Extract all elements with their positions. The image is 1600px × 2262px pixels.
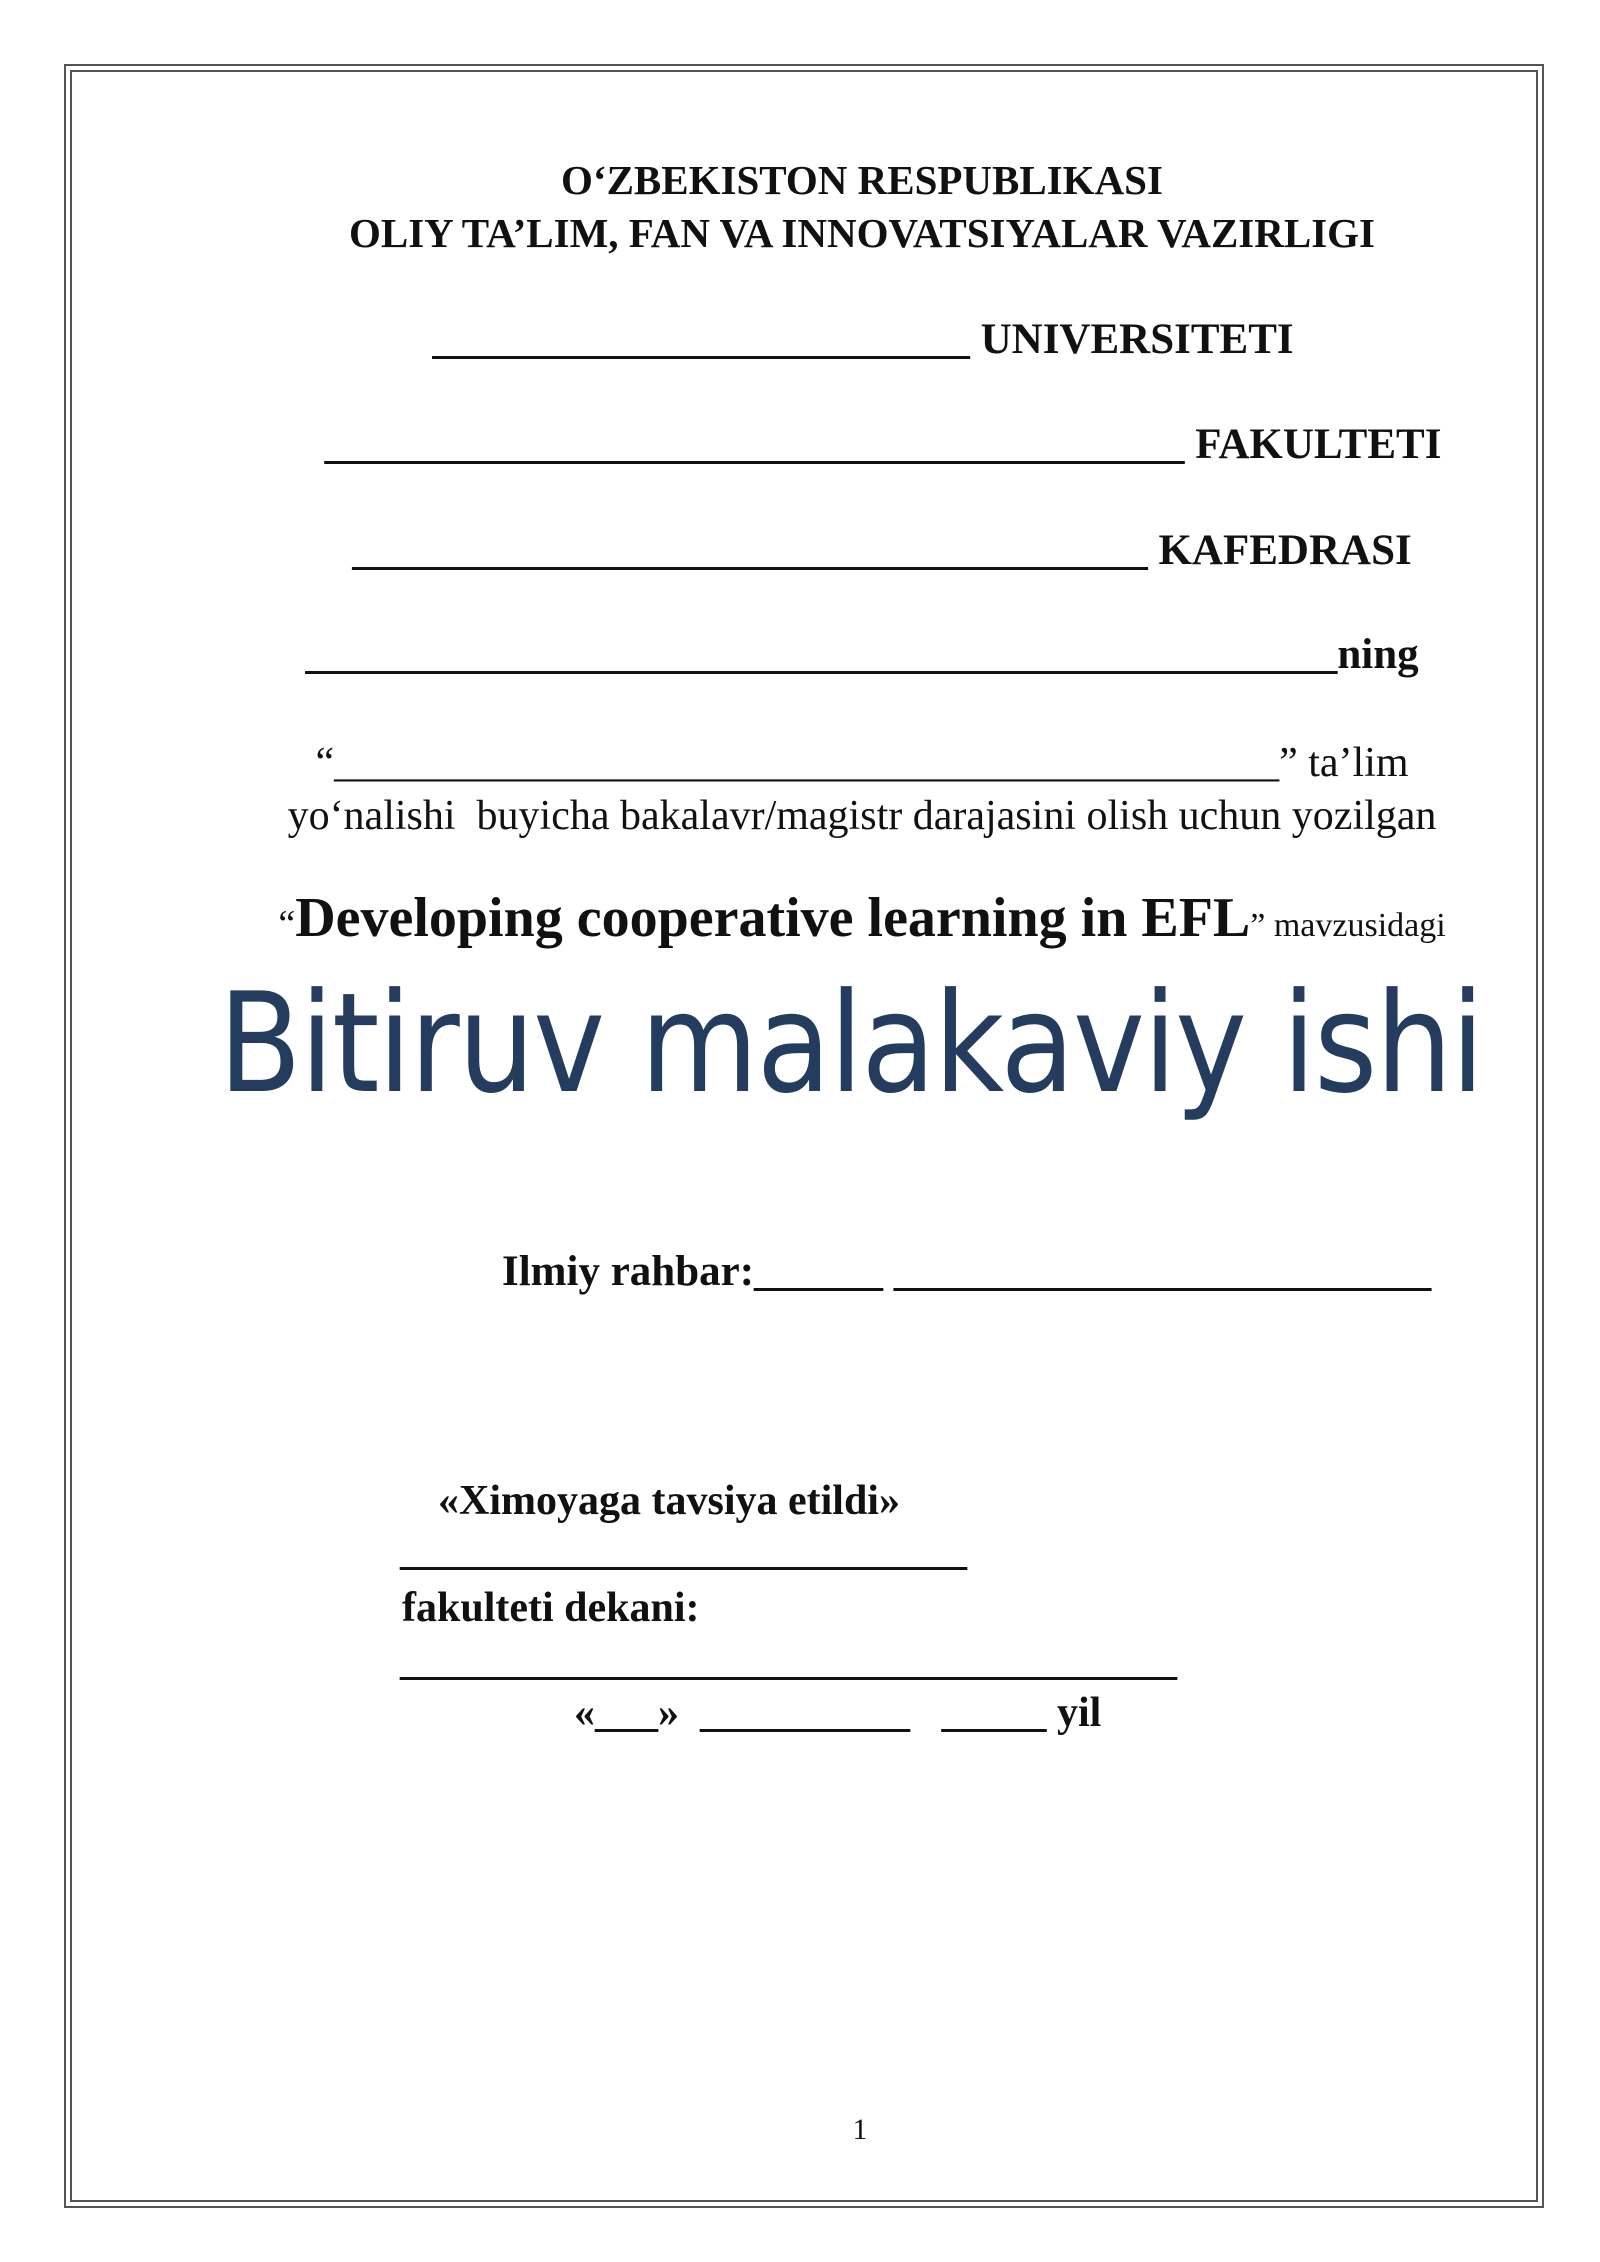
- page-border-inner: [70, 70, 1538, 2202]
- supervisor-line: Ilmiy rahbar:______ _________________________: [502, 1248, 1432, 1295]
- topic-open-quote: “: [278, 903, 296, 945]
- defense-date: «___» __________ _____ yil: [574, 1690, 1102, 1736]
- defense-blank-line: ___________________________: [400, 1528, 967, 1574]
- direction-line: “_____________________________________________” ta’lim: [315, 740, 1409, 786]
- ministry-name: OLIY TA’LIM, FAN VA INNOVATSIYALAR VAZIRLIGI: [348, 210, 1376, 256]
- topic-title: Developing cooperative learning in EFL: [295, 887, 1251, 949]
- page-number: 1: [852, 2113, 868, 2146]
- topic-line: [62, 887, 1600, 949]
- faculty-line: ________________________________________ FAKULTETI: [324, 421, 1442, 468]
- department-line: _____________________________________ KAFEDRASI: [352, 527, 1412, 574]
- degree-line: yo‘nalishi buyicha bakalavr/magistr darajasini olish uchun yozilgan: [287, 793, 1437, 839]
- university-line: _________________________ UNIVERSITETI: [432, 316, 1294, 363]
- work-type-title: Bitiruv malakaviy ishi: [218, 963, 1483, 1124]
- topic-close-quote: ” mavzusidagi: [1250, 907, 1446, 944]
- dean-label: fakulteti dekani:: [402, 1585, 700, 1631]
- dean-signature-line: _____________________________________: [400, 1638, 1177, 1684]
- ministry-country: O‘ZBEKISTON RESPUBLIKASI: [561, 157, 1163, 203]
- student-line: ________________________________________________ning: [305, 631, 1419, 678]
- defense-recommended: «Ximoyaga tavsiya etildi»: [438, 1478, 900, 1524]
